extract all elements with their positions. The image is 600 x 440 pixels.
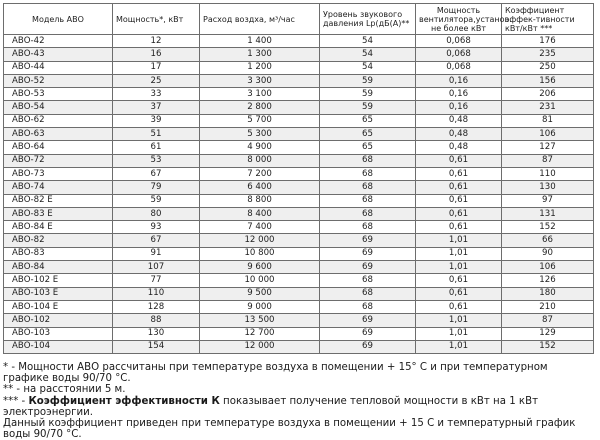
cell-sound-level: 59 [320, 88, 416, 101]
cell-model: АВО-72 [4, 154, 113, 167]
cell-airflow: 13 500 [200, 314, 320, 327]
cell-sound-level: 69 [320, 247, 416, 260]
header-efficiency: Коэффициент эффек-тивности кВт/кВт *** [502, 4, 594, 35]
cell-model: АВО-83 Е [4, 207, 113, 220]
table-row [4, 48, 594, 61]
cell-efficiency: 66 [502, 234, 594, 247]
cell-sound-level: 69 [320, 340, 416, 353]
cell-efficiency: 129 [502, 327, 594, 340]
table-row [4, 207, 594, 220]
cell-efficiency: 110 [502, 167, 594, 180]
cell-airflow: 12 000 [200, 340, 320, 353]
cell-airflow: 1 200 [200, 61, 320, 74]
cell-model: АВО-103 Е [4, 287, 113, 300]
cell-efficiency: 250 [502, 61, 594, 74]
cell-airflow: 7 200 [200, 167, 320, 180]
cell-airflow: 7 400 [200, 221, 320, 234]
cell-fan-power: 0,48 [416, 141, 502, 154]
cell-model: АВО-74 [4, 181, 113, 194]
cell-efficiency: 152 [502, 340, 594, 353]
cell-sound-level: 68 [320, 207, 416, 220]
table-row [4, 167, 594, 180]
cell-model: АВО-104 [4, 340, 113, 353]
table-row [4, 314, 594, 327]
cell-airflow: 6 400 [200, 181, 320, 194]
cell-power: 91 [113, 247, 200, 260]
cell-efficiency: 90 [502, 247, 594, 260]
footnote-efficiency-text: показывает получение тепловой мощности в кВт на 1 кВт электроэнергии. [3, 395, 538, 418]
table-row [4, 287, 594, 300]
cell-airflow: 1 400 [200, 35, 320, 48]
cell-power: 39 [113, 114, 200, 127]
footnote-efficiency-term: Коэффициент эффективности К [28, 395, 220, 407]
cell-airflow: 3 100 [200, 88, 320, 101]
cell-fan-power: 0,61 [416, 194, 502, 207]
table-row [4, 88, 594, 101]
cell-model: АВО-103 [4, 327, 113, 340]
cell-fan-power: 0,16 [416, 101, 502, 114]
cell-efficiency: 87 [502, 154, 594, 167]
cell-fan-power: 1,01 [416, 261, 502, 274]
cell-fan-power: 0,61 [416, 154, 502, 167]
table-row [4, 274, 594, 287]
cell-fan-power: 0,61 [416, 287, 502, 300]
cell-sound-level: 69 [320, 314, 416, 327]
cell-efficiency: 127 [502, 141, 594, 154]
cell-model: АВО-62 [4, 114, 113, 127]
cell-airflow: 3 300 [200, 74, 320, 87]
cell-power: 61 [113, 141, 200, 154]
cell-power: 128 [113, 300, 200, 313]
cell-efficiency: 130 [502, 181, 594, 194]
cell-sound-level: 68 [320, 274, 416, 287]
cell-power: 154 [113, 340, 200, 353]
header-sound-level: Уровень звукового давления Lp(дБ(А)** [320, 4, 416, 35]
table-row [4, 114, 594, 127]
table-row [4, 340, 594, 353]
cell-model: АВО-54 [4, 101, 113, 114]
table-row [4, 194, 594, 207]
cell-airflow: 4 900 [200, 141, 320, 154]
cell-sound-level: 54 [320, 48, 416, 61]
footnote-efficiency-prefix: *** - [3, 395, 29, 407]
cell-fan-power: 0,61 [416, 300, 502, 313]
cell-sound-level: 69 [320, 234, 416, 247]
cell-power: 17 [113, 61, 200, 74]
header-airflow: Расход воздха, м³/час [200, 4, 320, 35]
cell-airflow: 9 500 [200, 287, 320, 300]
cell-model: АВО-104 Е [4, 300, 113, 313]
cell-sound-level: 68 [320, 300, 416, 313]
cell-sound-level: 69 [320, 327, 416, 340]
cell-efficiency: 235 [502, 48, 594, 61]
cell-fan-power: 0,48 [416, 114, 502, 127]
cell-airflow: 5 700 [200, 114, 320, 127]
header-model: Модель АВО [4, 4, 113, 35]
avo-spec-table [3, 3, 594, 354]
cell-sound-level: 68 [320, 154, 416, 167]
cell-efficiency: 231 [502, 101, 594, 114]
cell-model: АВО-82 [4, 234, 113, 247]
table-row [4, 234, 594, 247]
cell-sound-level: 59 [320, 101, 416, 114]
cell-power: 80 [113, 207, 200, 220]
header-power: Мощность*, кВт [113, 4, 200, 35]
cell-airflow: 2 800 [200, 101, 320, 114]
cell-sound-level: 68 [320, 181, 416, 194]
cell-sound-level: 54 [320, 35, 416, 48]
cell-model: АВО-44 [4, 61, 113, 74]
table-row [4, 247, 594, 260]
cell-fan-power: 0,61 [416, 207, 502, 220]
cell-model: АВО-102 [4, 314, 113, 327]
cell-fan-power: 0,068 [416, 61, 502, 74]
cell-model: АВО-53 [4, 88, 113, 101]
cell-power: 25 [113, 74, 200, 87]
cell-model: АВО-43 [4, 48, 113, 61]
cell-efficiency: 131 [502, 207, 594, 220]
table-row [4, 181, 594, 194]
footnote-distance: ** - на расстоянии 5 м. [3, 384, 126, 396]
cell-airflow: 1 300 [200, 48, 320, 61]
cell-efficiency: 126 [502, 274, 594, 287]
cell-efficiency: 106 [502, 261, 594, 274]
cell-model: АВО-84 [4, 261, 113, 274]
cell-power: 53 [113, 154, 200, 167]
cell-model: АВО-64 [4, 141, 113, 154]
header-fan-power: Мощность вентилятора,установ. не более кВт [416, 4, 502, 35]
cell-efficiency: 180 [502, 287, 594, 300]
table-header-row [4, 4, 594, 35]
cell-fan-power: 0,61 [416, 274, 502, 287]
cell-power: 110 [113, 287, 200, 300]
cell-sound-level: 65 [320, 141, 416, 154]
cell-power: 33 [113, 88, 200, 101]
cell-sound-level: 54 [320, 61, 416, 74]
cell-efficiency: 106 [502, 128, 594, 141]
cell-airflow: 8 400 [200, 207, 320, 220]
cell-power: 93 [113, 221, 200, 234]
cell-sound-level: 68 [320, 221, 416, 234]
footnote-efficiency [3, 396, 595, 418]
cell-fan-power: 1,01 [416, 327, 502, 340]
cell-power: 130 [113, 327, 200, 340]
cell-fan-power: 0,61 [416, 221, 502, 234]
cell-efficiency: 176 [502, 35, 594, 48]
cell-fan-power: 0,61 [416, 181, 502, 194]
cell-airflow: 8 000 [200, 154, 320, 167]
cell-fan-power: 0,48 [416, 128, 502, 141]
cell-fan-power: 1,01 [416, 247, 502, 260]
cell-airflow: 5 300 [200, 128, 320, 141]
table-body [4, 35, 594, 354]
cell-model: АВО-102 Е [4, 274, 113, 287]
cell-fan-power: 0,16 [416, 74, 502, 87]
table-row [4, 327, 594, 340]
cell-model: АВО-73 [4, 167, 113, 180]
cell-power: 51 [113, 128, 200, 141]
cell-sound-level: 69 [320, 261, 416, 274]
cell-airflow: 10 000 [200, 274, 320, 287]
table-row [4, 101, 594, 114]
cell-model: АВО-42 [4, 35, 113, 48]
cell-power: 67 [113, 167, 200, 180]
table-row [4, 221, 594, 234]
table-row [4, 128, 594, 141]
cell-airflow: 12 700 [200, 327, 320, 340]
cell-sound-level: 59 [320, 74, 416, 87]
cell-sound-level: 65 [320, 128, 416, 141]
cell-fan-power: 1,01 [416, 340, 502, 353]
cell-sound-level: 68 [320, 167, 416, 180]
cell-fan-power: 1,01 [416, 234, 502, 247]
cell-fan-power: 1,01 [416, 314, 502, 327]
cell-efficiency: 97 [502, 194, 594, 207]
cell-efficiency: 87 [502, 314, 594, 327]
cell-power: 67 [113, 234, 200, 247]
table-row [4, 261, 594, 274]
table-row [4, 154, 594, 167]
cell-fan-power: 0,16 [416, 88, 502, 101]
cell-power: 12 [113, 35, 200, 48]
table-row [4, 35, 594, 48]
cell-efficiency: 156 [502, 74, 594, 87]
table-row [4, 300, 594, 313]
table-row [4, 141, 594, 154]
cell-efficiency: 81 [502, 114, 594, 127]
cell-fan-power: 0,068 [416, 48, 502, 61]
cell-power: 107 [113, 261, 200, 274]
cell-model: АВО-82 Е [4, 194, 113, 207]
cell-efficiency: 210 [502, 300, 594, 313]
cell-power: 79 [113, 181, 200, 194]
cell-power: 77 [113, 274, 200, 287]
cell-model: АВО-83 [4, 247, 113, 260]
cell-sound-level: 65 [320, 114, 416, 127]
cell-power: 16 [113, 48, 200, 61]
cell-model: АВО-52 [4, 74, 113, 87]
cell-model: АВО-63 [4, 128, 113, 141]
cell-sound-level: 68 [320, 194, 416, 207]
cell-fan-power: 0,61 [416, 167, 502, 180]
cell-model: АВО-84 Е [4, 221, 113, 234]
cell-power: 59 [113, 194, 200, 207]
cell-efficiency: 152 [502, 221, 594, 234]
table-row [4, 74, 594, 87]
cell-airflow: 12 000 [200, 234, 320, 247]
cell-sound-level: 68 [320, 287, 416, 300]
cell-airflow: 9 600 [200, 261, 320, 274]
cell-efficiency: 206 [502, 88, 594, 101]
footnote-conditions: Данный коэффициент приведен при температуре воздуха в помещении + 15 С и температурный график воды 90/70 °С. [3, 418, 576, 440]
cell-fan-power: 0,068 [416, 35, 502, 48]
cell-power: 37 [113, 101, 200, 114]
cell-airflow: 8 800 [200, 194, 320, 207]
cell-power: 88 [113, 314, 200, 327]
cell-airflow: 9 000 [200, 300, 320, 313]
table-row [4, 61, 594, 74]
footnote-power: * - Мощности АВО рассчитаны при температуре воздуха в помещении + 15° С и при температурном графике воды 90/70 °С. [3, 362, 548, 385]
footnotes [3, 362, 595, 440]
cell-airflow: 10 800 [200, 247, 320, 260]
